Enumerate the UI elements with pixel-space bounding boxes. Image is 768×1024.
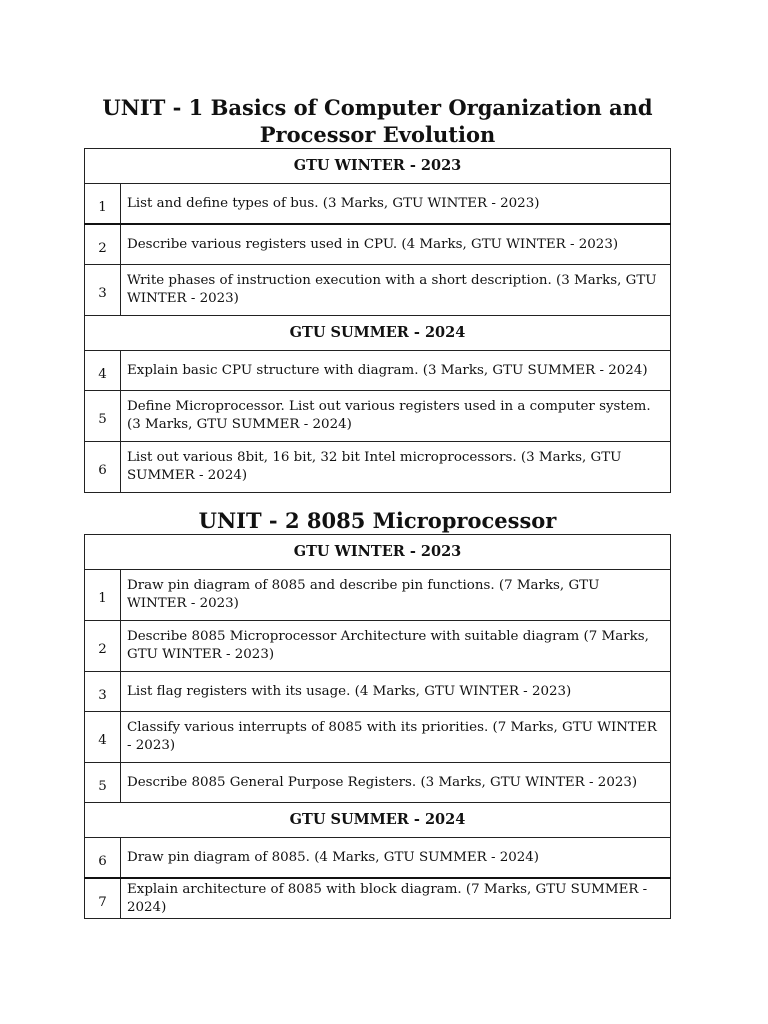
question-number: 1 bbox=[85, 570, 121, 621]
question-row bbox=[85, 838, 671, 879]
question-text: Classify various interrupts of 8085 with its priorities. (7 Marks, GTU WINTER - 2023) bbox=[121, 712, 671, 763]
question-text: Write phases of instruction execution with a short description. (3 Marks, GTU WINTER - 2023) bbox=[121, 265, 671, 316]
question-row bbox=[85, 442, 671, 493]
question-row bbox=[85, 351, 671, 391]
question-number: 4 bbox=[85, 351, 121, 391]
question-row bbox=[85, 224, 671, 265]
question-number: 7 bbox=[85, 878, 121, 919]
question-row bbox=[85, 265, 671, 316]
unit-1-question-table bbox=[84, 148, 671, 493]
unit-2-title: UNIT - 2 8085 Microprocessor bbox=[198, 508, 557, 533]
question-number: 1 bbox=[85, 184, 121, 225]
section-heading: GTU WINTER - 2023 bbox=[85, 535, 671, 570]
question-text: Describe 8085 General Purpose Registers. (3 Marks, GTU WINTER - 2023) bbox=[121, 763, 671, 803]
section-heading: GTU WINTER - 2023 bbox=[85, 149, 671, 184]
question-row bbox=[85, 712, 671, 763]
question-number: 2 bbox=[85, 621, 121, 672]
question-row bbox=[85, 570, 671, 621]
unit-1-title: UNIT - 1 Basics of Computer Organization and Processor Evolution bbox=[102, 95, 653, 147]
question-row bbox=[85, 672, 671, 712]
question-row bbox=[85, 184, 671, 225]
section-heading: GTU SUMMER - 2024 bbox=[85, 803, 671, 838]
question-row bbox=[85, 621, 671, 672]
question-text: Describe various registers used in CPU. (4 Marks, GTU WINTER - 2023) bbox=[121, 224, 671, 265]
question-number: 3 bbox=[85, 672, 121, 712]
question-text: Describe 8085 Microprocessor Architecture with suitable diagram (7 Marks, GTU WINTER - 2023) bbox=[121, 621, 671, 672]
question-number: 4 bbox=[85, 712, 121, 763]
question-row bbox=[85, 878, 671, 919]
question-row bbox=[85, 391, 671, 442]
section-header-row bbox=[85, 535, 671, 570]
question-number: 6 bbox=[85, 442, 121, 493]
question-number: 5 bbox=[85, 391, 121, 442]
section-heading: GTU SUMMER - 2024 bbox=[85, 316, 671, 351]
question-text: List out various 8bit, 16 bit, 32 bit Intel microprocessors. (3 Marks, GTU SUMMER - 2024) bbox=[121, 442, 671, 493]
question-text: Draw pin diagram of 8085 and describe pin functions. (7 Marks, GTU WINTER - 2023) bbox=[121, 570, 671, 621]
question-text: List and define types of bus. (3 Marks, GTU WINTER - 2023) bbox=[121, 184, 671, 225]
question-text: Explain basic CPU structure with diagram. (3 Marks, GTU SUMMER - 2024) bbox=[121, 351, 671, 391]
section-header-row bbox=[85, 316, 671, 351]
section-header-row bbox=[85, 149, 671, 184]
question-number: 5 bbox=[85, 763, 121, 803]
question-text: List flag registers with its usage. (4 Marks, GTU WINTER - 2023) bbox=[121, 672, 671, 712]
question-number: 3 bbox=[85, 265, 121, 316]
question-text: Define Microprocessor. List out various registers used in a computer system. (3 Marks, GTU SUMMER - 2024) bbox=[121, 391, 671, 442]
question-text: Draw pin diagram of 8085. (4 Marks, GTU SUMMER - 2024) bbox=[121, 838, 671, 879]
question-number: 6 bbox=[85, 838, 121, 879]
unit-2-question-table bbox=[84, 534, 671, 919]
question-text: Explain architecture of 8085 with block diagram. (7 Marks, GTU SUMMER - 2024) bbox=[121, 878, 671, 919]
question-row bbox=[85, 763, 671, 803]
section-header-row bbox=[85, 803, 671, 838]
question-number: 2 bbox=[85, 224, 121, 265]
